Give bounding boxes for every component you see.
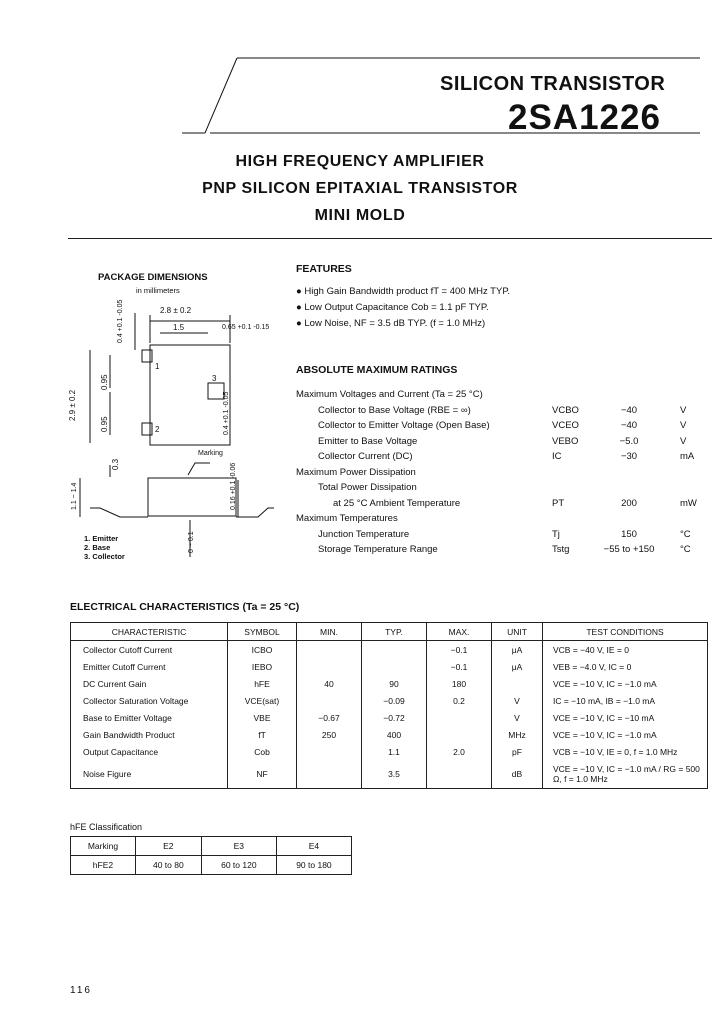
col-symbol: SYMBOL (228, 623, 297, 641)
cell-min (297, 658, 362, 675)
cell-max: −0.1 (427, 658, 492, 675)
cell-characteristic: Emitter Cutoff Current (71, 658, 228, 675)
cell-min: 40 (297, 675, 362, 692)
cell-symbol: NF (228, 760, 297, 789)
rating-label: Maximum Voltages and Current (Ta = 25 °C) (296, 389, 483, 400)
rating-value: 200 (621, 497, 637, 509)
cell-symbol: VBE (228, 709, 297, 726)
hfe-header-cell: Marking (71, 837, 136, 856)
cell-max: −0.1 (427, 641, 492, 659)
cell-unit: pF (492, 743, 543, 760)
cell-symbol: fT (228, 726, 297, 743)
cell-min (297, 692, 362, 709)
col-test-conditions: TEST CONDITIONS (543, 623, 708, 641)
rating-label: Maximum Temperatures (296, 513, 398, 524)
rating-label: Emitter to Base Voltage (318, 435, 418, 447)
category-title: SILICON TRANSISTOR (440, 73, 666, 95)
package-title: PACKAGE DIMENSIONS (98, 272, 208, 283)
pin-label-emitter: 1. Emitter (84, 534, 119, 543)
rating-symbol: VEBO (552, 435, 579, 447)
cell-test-conditions: VCB = −40 V, IE = 0 (543, 641, 708, 659)
cell-min: −0.67 (297, 709, 362, 726)
cell-unit: V (492, 709, 543, 726)
cell-typ: 1.1 (362, 743, 427, 760)
dim-thickness: 0.3 (111, 458, 120, 470)
dim-lead-top: 0.4 +0.1 -0.05 (117, 299, 124, 343)
rating-value: −40 (620, 420, 638, 431)
subtitle-3: MINI MOLD (314, 207, 406, 224)
cell-test-conditions: VCE = −10 V, IC = −1.0 mA (543, 675, 708, 692)
rating-unit: V (680, 420, 687, 431)
dim-height-side: 1.1 ~ 1.4 (71, 482, 78, 510)
cell-typ (362, 658, 427, 675)
rating-label: Maximum Power Dissipation (296, 466, 416, 478)
rating-unit: °C (680, 528, 691, 540)
rating-symbol: VCBO (552, 404, 579, 416)
pin-legend (84, 534, 125, 561)
rating-value: −30 (620, 451, 638, 462)
dim-lead-thick: 0.16 +0.1 -0.06 (230, 462, 237, 510)
rating-value: 150 (621, 528, 637, 540)
cell-max (427, 726, 492, 743)
rating-symbol: IC (552, 451, 562, 462)
hfe-header-cell: E4 (276, 837, 351, 856)
cell-characteristic: Base to Emitter Voltage (71, 709, 228, 726)
cell-characteristic: Collector Cutoff Current (71, 641, 228, 659)
cell-characteristic: DC Current Gain (71, 675, 228, 692)
cell-test-conditions: VCE = −10 V, IC = −1.0 mA (543, 726, 708, 743)
hfe-cell: 90 to 180 (276, 856, 351, 875)
table-row (71, 709, 708, 726)
rating-label: Storage Temperature Range (318, 544, 438, 555)
marking-label: Marking (198, 450, 223, 457)
cell-min: 250 (297, 726, 362, 743)
rating-unit: mW (680, 497, 697, 509)
dim-lead-right: 0.65 +0.1 -0.15 (222, 324, 270, 331)
cell-unit (492, 675, 543, 692)
ratings-title: ABSOLUTE MAXIMUM RATINGS (296, 364, 458, 376)
dim-width-body: 1.5 (173, 323, 185, 332)
cell-typ: 90 (362, 675, 427, 692)
cell-test-conditions: VCB = −10 V, IE = 0, f = 1.0 MHz (543, 743, 708, 760)
table-row (71, 692, 708, 709)
rating-label: Collector Current (DC) (318, 451, 413, 462)
cell-typ: 3.5 (362, 760, 427, 789)
table-row (71, 743, 708, 760)
hfe-class-table (70, 836, 352, 875)
dim-pitch-lower: 0.95 (100, 416, 109, 432)
cell-test-conditions: VCE = −10 V, IC = −10 mA (543, 709, 708, 726)
rating-unit: V (680, 435, 687, 447)
feature-text: High Gain Bandwidth product fT = 400 MHz TYP. (304, 286, 511, 297)
cell-typ (362, 641, 427, 659)
table-row (71, 658, 708, 675)
dim-width-total: 2.8 ± 0.2 (160, 306, 192, 315)
feature-item: ● Low Noise, NF = 3.5 dB TYP. (f = 1.0 MHz) (296, 318, 486, 329)
cell-symbol: Cob (228, 743, 297, 760)
electrical-table (70, 622, 708, 789)
cell-characteristic: Output Capacitance (71, 743, 228, 760)
rating-value: −55 to +150 (603, 544, 655, 555)
cell-min (297, 641, 362, 659)
col-max: MAX. (427, 623, 492, 641)
cell-max (427, 709, 492, 726)
cell-unit: MHz (492, 726, 543, 743)
cell-min (297, 743, 362, 760)
pin-number-3: 3 (212, 374, 217, 383)
rating-symbol: Tj (552, 528, 560, 540)
subtitle-1: HIGH FREQUENCY AMPLIFIER (235, 153, 485, 170)
rating-symbol: Tstg (552, 544, 570, 555)
cell-characteristic: Collector Saturation Voltage (71, 692, 228, 709)
rating-label: at 25 °C Ambient Temperature (333, 497, 461, 509)
dim-lead-bottom: 0.4 +0.1 -0.05 (223, 391, 230, 435)
cell-symbol: hFE (228, 675, 297, 692)
cell-max: 180 (427, 675, 492, 692)
rating-label: Junction Temperature (318, 528, 410, 540)
cell-max (427, 760, 492, 789)
section-divider (68, 238, 712, 239)
hfe-header-cell: E2 (135, 837, 201, 856)
cell-unit: μA (492, 658, 543, 675)
col-typ: TYP. (362, 623, 427, 641)
page-number: 116 (70, 985, 92, 996)
features-title: FEATURES (296, 263, 352, 275)
hfe-header-cell: E3 (201, 837, 276, 856)
electrical-title: ELECTRICAL CHARACTERISTICS (Ta = 25 °C) (70, 601, 300, 613)
cell-typ: −0.09 (362, 692, 427, 709)
pin-number-2: 2 (155, 425, 160, 434)
cell-symbol: VCE(sat) (228, 692, 297, 709)
rating-unit: mA (680, 451, 695, 462)
rating-label: Collector to Base Voltage (RBE = ∞) (318, 404, 471, 416)
hfe-class-title: hFE Classification (70, 822, 143, 832)
table-row (71, 760, 708, 789)
table-row (71, 837, 352, 856)
table-header-row (71, 623, 708, 641)
feature-text: Low Noise, NF = 3.5 dB TYP. (f = 1.0 MHz) (304, 318, 486, 329)
dim-height-total: 2.9 ± 0.2 (68, 389, 77, 421)
cell-characteristic: Noise Figure (71, 760, 228, 789)
package-unit: in millimeters (136, 286, 180, 295)
cell-max: 0.2 (427, 692, 492, 709)
part-number: 2SA1226 (508, 98, 661, 137)
dim-standoff: 0 ~ 0.1 (188, 531, 195, 553)
cell-unit: V (492, 692, 543, 709)
rating-unit: °C (680, 544, 691, 555)
cell-test-conditions: IC = −10 mA, IB = −1.0 mA (543, 692, 708, 709)
cell-test-conditions: VEB = −4.0 V, IC = 0 (543, 658, 708, 675)
feature-item: ● Low Output Capacitance Cob = 1.1 pF TYP. (296, 302, 489, 313)
rating-symbol: VCEO (552, 420, 579, 431)
cell-characteristic: Gain Bandwidth Product (71, 726, 228, 743)
table-row (71, 856, 352, 875)
rating-label: Collector to Emitter Voltage (Open Base) (318, 420, 490, 431)
table-row (71, 726, 708, 743)
rating-symbol: PT (552, 497, 565, 509)
feature-text: Low Output Capacitance Cob = 1.1 pF TYP. (304, 302, 489, 313)
pin-label-collector: 3. Collector (84, 552, 125, 561)
cell-symbol: IEBO (228, 658, 297, 675)
col-min: MIN. (297, 623, 362, 641)
table-row (71, 675, 708, 692)
col-unit: UNIT (492, 623, 543, 641)
cell-typ: 400 (362, 726, 427, 743)
cell-unit: μA (492, 641, 543, 659)
rating-value: −40 (620, 404, 638, 416)
table-row (71, 641, 708, 659)
hfe-cell: 60 to 120 (201, 856, 276, 875)
hfe-cell: 40 to 80 (135, 856, 201, 875)
feature-item: ● High Gain Bandwidth product fT = 400 MHz TYP. (296, 286, 511, 297)
pin-label-base: 2. Base (84, 543, 111, 552)
cell-max: 2.0 (427, 743, 492, 760)
hfe-cell: hFE2 (71, 856, 136, 875)
cell-min (297, 760, 362, 789)
rating-label: Total Power Dissipation (318, 482, 417, 493)
cell-symbol: ICBO (228, 641, 297, 659)
pin-number-1: 1 (155, 362, 160, 371)
dim-pitch-upper: 0.95 (100, 374, 109, 390)
cell-typ: −0.72 (362, 709, 427, 726)
cell-test-conditions: VCE = −10 V, IC = −1.0 mA / RG = 500 Ω, f = 1.0 MHz (543, 760, 708, 789)
rating-unit: V (680, 404, 687, 416)
subtitle-2: PNP SILICON EPITAXIAL TRANSISTOR (202, 180, 518, 197)
rating-value: −5.0 (619, 435, 639, 447)
cell-unit: dB (492, 760, 543, 789)
col-characteristic: CHARACTERISTIC (71, 623, 228, 641)
